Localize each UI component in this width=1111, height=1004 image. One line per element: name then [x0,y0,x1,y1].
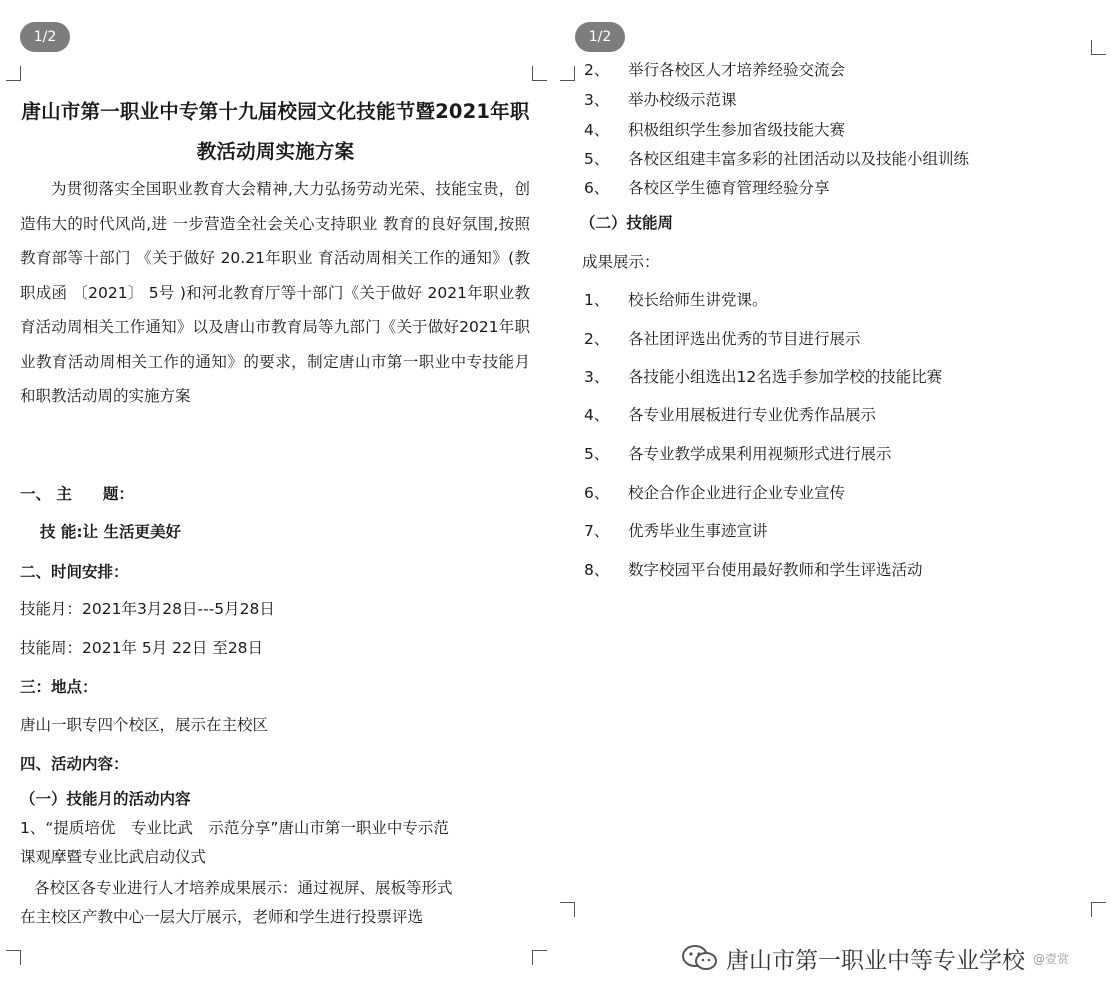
week-heading: （二）技能周 [580,214,674,232]
page-corner-mark [560,66,575,81]
item-text: 举办校级示范课 [628,91,737,109]
page-indicator: 1/2 [20,22,70,52]
item-text: 积极组织学生参加省级技能大赛 [628,121,846,139]
page-corner-mark [560,902,575,917]
item-number: 2、 [584,330,610,348]
item-number: 7、 [584,522,610,540]
section-4-subheading: （一）技能月的活动内容 [20,790,191,808]
page-corner-mark [6,950,21,965]
item-number: 3、 [584,368,610,386]
item-text: 数字校园平台使用最好教师和学生评选活动 [628,561,923,579]
document-title: 唐山市第一职业中专第十九届校园文化技能节暨2021年职教活动周实施方案 [21,100,530,163]
page-corner-mark [532,950,547,965]
section-3-body: 唐山一职专四个校区，展示在主校区 [20,716,269,734]
section-4-heading: 四、活动内容： [20,755,129,773]
item-number: 4、 [584,121,610,139]
page-indicator: 1/2 [575,22,625,52]
section-2-line-2: 技能周：2021年 5月 22日 至28日 [20,639,264,657]
month-item-1-line-1: 1、“提质培优 专业比武 示范分享”唐山市第一职业中专示范 [20,819,449,837]
item-text: 各校区学生德育管理经验分享 [628,179,830,197]
month-item-desc-line-1: 各校区各专业进行人才培养成果展示：通过视屏、展板等形式 [34,879,453,897]
page-corner-mark [532,66,547,81]
intro-paragraph: 为贯彻落实全国职业教育大会精神,大力弘扬劳动光荣、技能宝贵，创造伟大的时代风尚,进 一步营造全社会关心支持职业 教育的良好氛围,按照教育部等十部门 《关于做好 20.21年职业 育活动周相关工作的通知》(教职成函 〔2021〕 5号 )和河北教育厅等十部门《关于做好 2021年职业教育活动周相关工作通知》以及唐山市教育局等九部门《关于做好2021年职业教育活动周相关工作的通知》的要求，制定唐山市第一职业中专技能月和职教活动周的实施方案 [20,180,530,405]
page-corner-mark [1091,902,1106,917]
item-number: 3、 [584,91,610,109]
month-item-1-line-2: 课观摩暨专业比武启动仪式 [20,848,207,866]
item-number: 1、 [584,291,610,309]
account-watermark [680,938,1069,978]
section-2-line-1: 技能月：2021年3月28日---5月28日 [20,600,275,618]
item-number: 4、 [584,406,610,424]
page-corner-mark [6,66,21,81]
item-text: 校长给师生讲党课。 [628,291,768,309]
item-number: 6、 [584,484,610,502]
item-text: 各社团评选出优秀的节目进行展示 [628,330,861,348]
item-text: 各技能小组选出12名选手参加学校的技能比赛 [628,368,943,386]
section-3-heading: 三：地点： [20,678,98,696]
item-number: 8、 [584,561,610,579]
item-number: 5、 [584,150,610,168]
section-1-body: 技 能:让 生活更美好 [40,523,181,541]
watermark-tag: @壹赏 [1033,951,1070,966]
item-text: 各专业教学成果利用视频形式进行展示 [628,445,892,463]
item-number: 2、 [584,61,610,79]
item-number: 5、 [584,445,610,463]
item-text: 各专业用展板进行专业优秀作品展示 [628,406,877,424]
item-text: 校企合作企业进行企业专业宣传 [628,484,846,502]
wechat-logo-icon [680,943,720,973]
document-page-2 [560,0,1111,1004]
item-number: 6、 [584,179,610,197]
page-corner-mark [1091,40,1106,55]
watermark-text: 唐山市第一职业中等专业学校 [726,947,1025,974]
results-label: 成果展示： [582,253,660,271]
item-text: 举行各校区人才培养经验交流会 [628,61,846,79]
month-item-desc-line-2: 在主校区产教中心一层大厅展示，老师和学生进行投票评选 [20,908,424,926]
document-page-1 [0,0,550,1004]
section-1-heading: 一、 主 题： [20,485,134,503]
item-text: 各校区组建丰富多彩的社团活动以及技能小组训练 [628,150,970,168]
section-2-heading: 二、时间安排： [20,563,129,581]
item-text: 优秀毕业生事迹宣讲 [628,522,768,540]
